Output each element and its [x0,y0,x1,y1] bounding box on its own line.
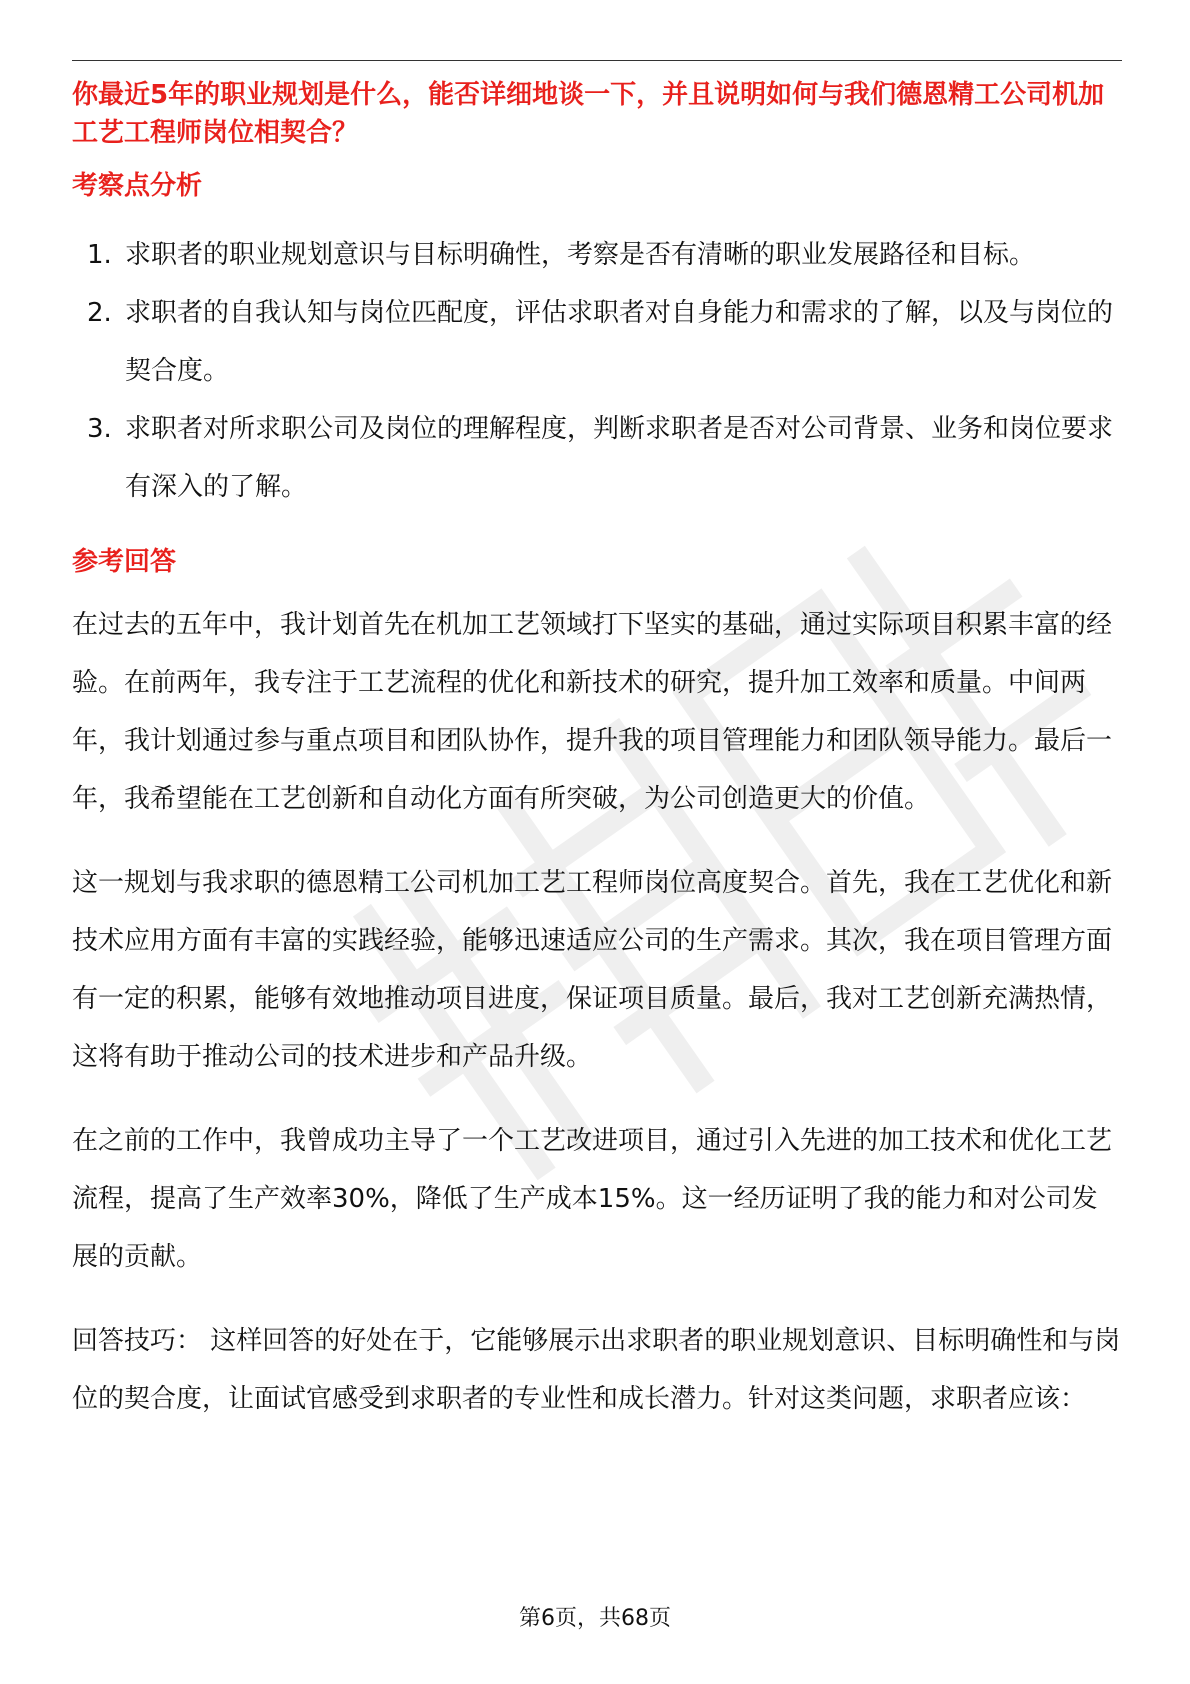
list-item [72,226,1122,284]
header-rule [72,60,1122,61]
answer-tips-paragraph: 回答技巧： 这样回答的好处在于，它能够展示出求职者的职业规划意识、目标明确性和与岗位的契合度，让面试官感受到求职者的专业性和成长潜力。针对这类问题，求职者应该： [72,1326,1121,1414]
answer-paragraph: 在之前的工作中，我曾成功主导了一个工艺改进项目，通过引入先进的加工技术和优化工艺流程，提高了生产效率30%，降低了生产成本15%。这一经历证明了我的能力和对公司发展的贡献。 [72,1126,1113,1272]
answer-paragraph: 这一规划与我求职的德恩精工公司机加工艺工程师岗位高度契合。首先，我在工艺优化和新技术应用方面有丰富的实践经验，能够迅速适应公司的生产需求。其次，我在项目管理方面有一定的积累，能够有效地推动项目进度，保证项目质量。最后，我对工艺创新充满热情，这将有助于推动公司的技术进步和产品升级。 [72,868,1113,1072]
list-item [72,400,1122,516]
answer-heading: 参考回答 [72,547,177,577]
list-item-number: 3. [87,414,112,444]
page-content [72,76,1122,1428]
list-item [72,284,1122,400]
page-number: 第6页，共68页 [519,1606,671,1631]
analysis-heading: 考察点分析 [72,171,203,201]
analysis-list [72,226,1122,516]
list-item-number: 2. [87,298,112,328]
list-item-text: 求职者的自我认知与岗位匹配度，评估求职者对自身能力和需求的了解，以及与岗位的契合度。 [125,298,1114,386]
list-item-text: 求职者的职业规划意识与目标明确性，考察是否有清晰的职业发展路径和目标。 [125,240,1036,270]
list-item-number: 1. [87,240,112,270]
list-item-text: 求职者对所求职公司及岗位的理解程度，判断求职者是否对公司背景、业务和岗位要求有深入的了解。 [125,414,1114,502]
interview-question: 你最近5年的职业规划是什么，能否详细地谈一下，并且说明如何与我们德恩精工公司机加工艺工程师岗位相契合？ [72,80,1105,148]
answer-paragraph: 在过去的五年中，我计划首先在机加工艺领域打下坚实的基础，通过实际项目积累丰富的经验。在前两年，我专注于工艺流程的优化和新技术的研究，提升加工效率和质量。中间两年，我计划通过参与重点项目和团队协作，提升我的项目管理能力和团队领导能力。最后一年，我希望能在工艺创新和自动化方面有所突破，为公司创造更大的价值。 [72,610,1113,814]
